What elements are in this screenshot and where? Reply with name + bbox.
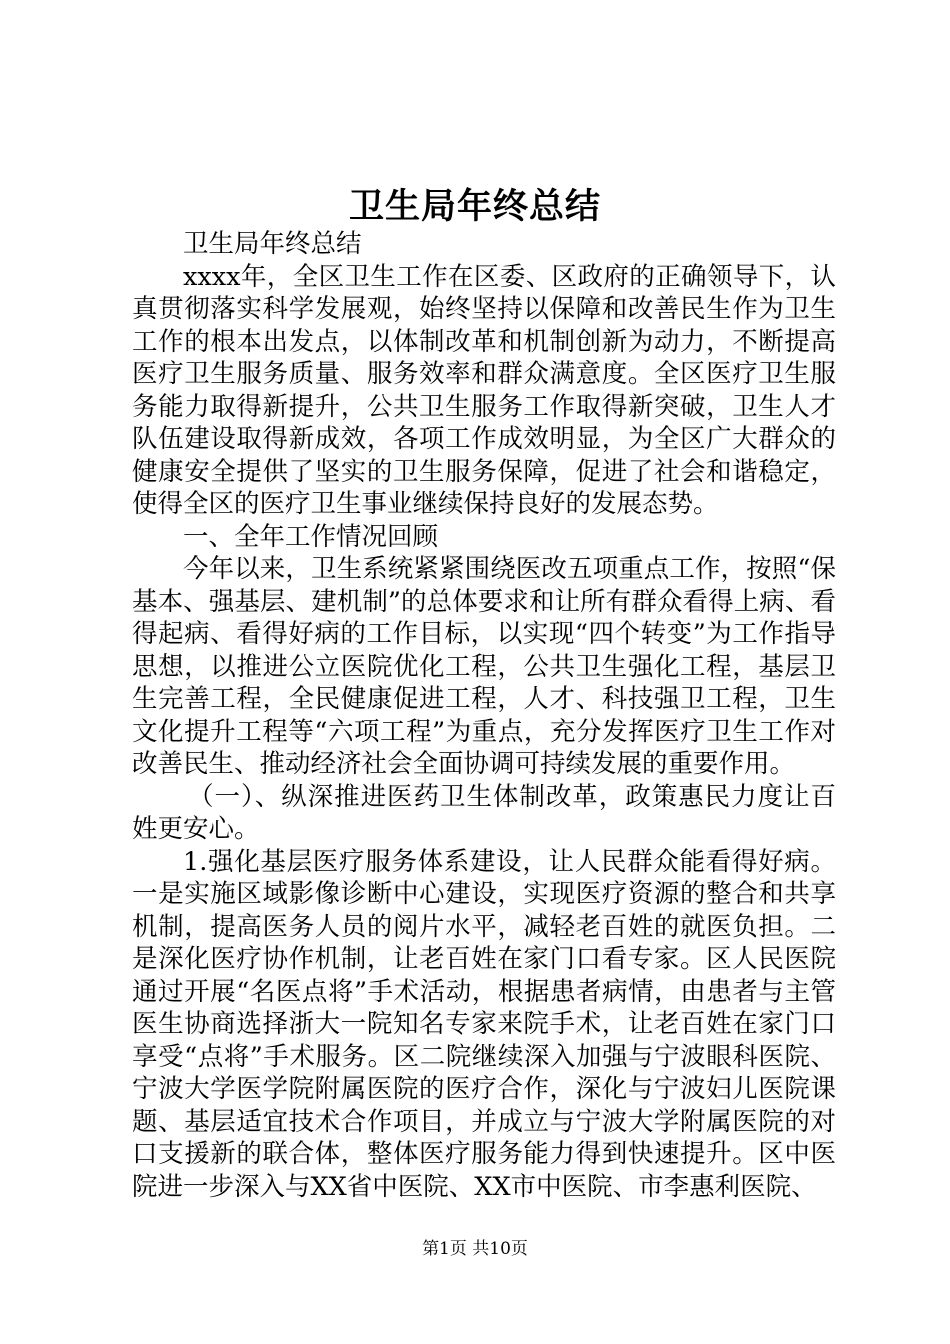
paragraph-intro: xxxx年，全区卫生工作在区委、区政府的正确领导下，认真贯彻落实科学发展观，始终坚持以保障和改善民生作为卫生工作的根本出发点，以体制改革和机制创新为动力，不断提高医疗卫生服务质量、服务效率和群众满意度。全区医疗卫生服务能力取得新提升，公共卫生服务工作取得新突破，卫生人才队伍建设取得新成效，各项工作成效明显，为全区广大群众的健康安全提供了坚实的卫生服务保障，促进了社会和谐稳定，使得全区的医疗卫生事业继续保持良好的发展态势。 [132,261,836,519]
document-subtitle: 卫生局年终总结 [183,229,362,259]
document-body [132,228,836,1203]
section-heading-1: 一、全年工作情况回顾 [183,521,439,552]
paragraph-item-1: 1.强化基层医疗服务体系建设，让人民群众能看得好病。一是实施区域影像诊断中心建设，实现医疗资源的整合和共享机制，提高医务人员的阅片水平，减轻老百姓的就医负担。二是深化医疗协作机制，让老百姓在家门口看专家。区人民医院通过开展“名医点将”手术活动，根据患者病情，由患者与主管医生协商选择浙大一院知名专家来院手术，让老百姓在家门口享受“点将”手术服务。区二院继续深入加强与宁波眼科医院、宁波大学医学院附属医院的医疗合作，深化与宁波妇儿医院课题、基层适宜技术合作项目，并成立与宁波大学附属医院的对口支援新的联合体，整体医疗服务能力得到快速提升。区中医院进一步深入与XX省中医院、XX市中医院、市李惠利医院、 [132,846,836,1202]
subsection-heading-1: （一）、纵深推进医药卫生体制改革，政策惠民力度让百姓更安心。 [132,781,836,844]
paragraph-review: 今年以来，卫生系统紧紧围绕医改五项重点工作，按照“保基本、强基层、建机制”的总体要求和让所有群众看得上病、看得起病、看得好病的工作目标，以实现“四个转变”为工作指导思想，以推进公立医院优化工程，公共卫生强化工程，基层卫生完善工程，全民健康促进工程，人才、科技强卫工程，卫生文化提升工程等“六项工程”为重点，充分发挥医疗卫生工作对改善民生、推动经济社会全面协调可持续发展的重要作用。 [132,554,836,779]
document-title: 卫生局年终总结 [348,186,601,227]
page-footer: 第1页 共10页 [422,1239,528,1259]
